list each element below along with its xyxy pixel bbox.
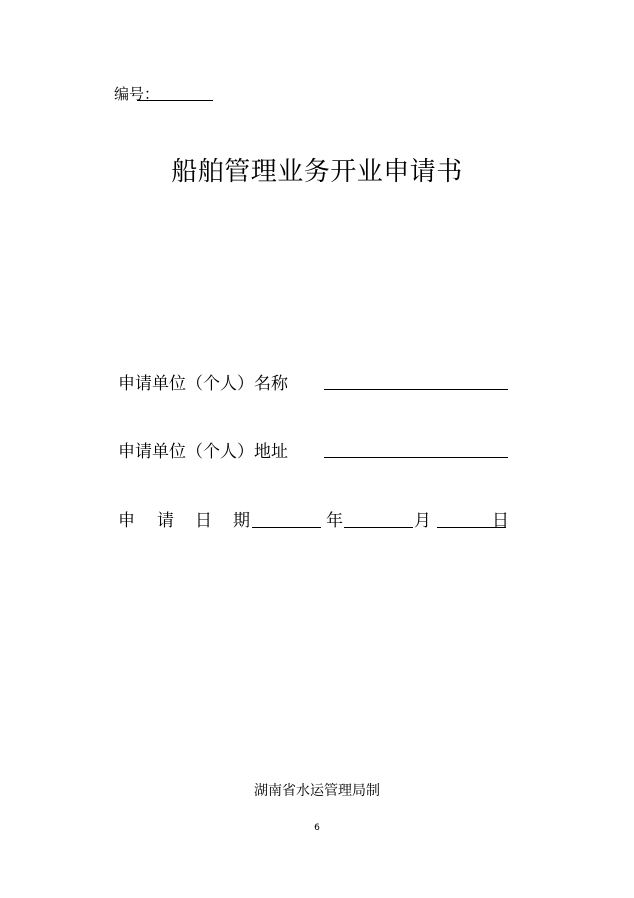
date-label-char-1: 申	[118, 511, 135, 531]
month-blank[interactable]	[344, 527, 413, 528]
serial-number-label: 编号：	[114, 85, 160, 103]
page-number: 6	[314, 823, 320, 833]
year-label: 年	[326, 511, 343, 531]
month-label: 月	[414, 511, 431, 531]
serial-number-blank[interactable]	[137, 100, 213, 101]
year-blank[interactable]	[252, 527, 321, 528]
applicant-address-blank[interactable]	[324, 457, 508, 458]
date-label-char-3: 日	[195, 511, 212, 531]
applicant-address-label: 申请单位（个人）地址	[118, 442, 288, 462]
issuer-text: 湖南省水运管理局制	[254, 783, 380, 799]
day-label: 日	[492, 511, 509, 531]
document-title: 船舶管理业务开业申请书	[171, 157, 463, 187]
applicant-name-blank[interactable]	[324, 389, 508, 390]
applicant-name-label: 申请单位（个人）名称	[118, 374, 288, 394]
date-label-char-2: 请	[157, 511, 174, 531]
date-label-char-4: 期	[233, 511, 250, 531]
